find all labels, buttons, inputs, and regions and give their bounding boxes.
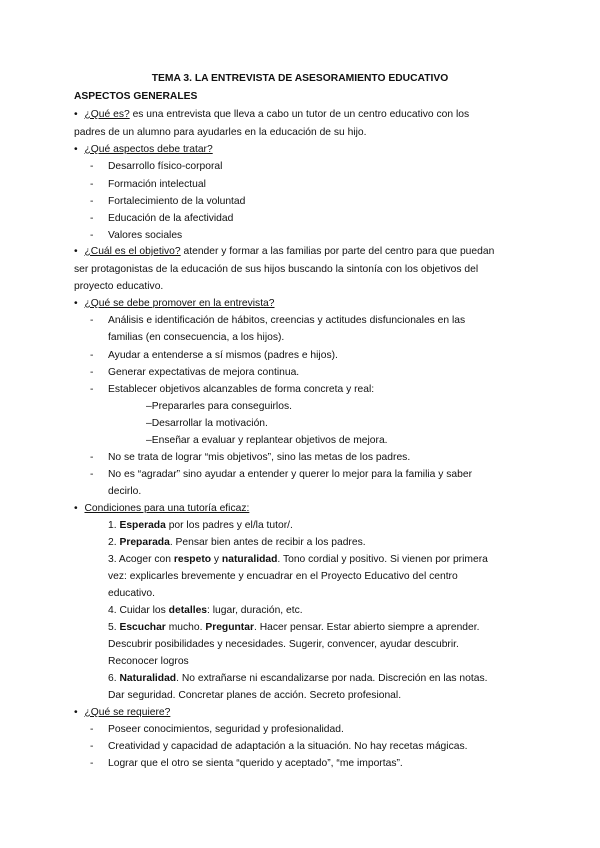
q3-line3: proyecto educativo. <box>74 281 164 292</box>
q1-line2: padres de un alumno para ayudarles en la educación de su hijo. <box>74 127 367 138</box>
condition-3: 3. Acoger con respeto y naturalidad. Tono cordial y positivo. Si vienen por primera <box>108 554 488 565</box>
condition-6: 6. Naturalidad. No extrañarse ni escandalizarse por nada. Discreción en las notas. <box>108 673 488 684</box>
q4-item: Análisis e identificación de hábitos, creencias y actitudes disfuncionales en las <box>108 315 466 326</box>
q2-line <box>74 141 213 159</box>
dash: - <box>90 196 94 207</box>
q4-item: Generar expectativas de mejora continua. <box>108 367 300 378</box>
section-heading: ASPECTOS GENERALES <box>74 91 198 102</box>
q4-item-cont: decirlo. <box>108 486 142 497</box>
dash: - <box>90 161 94 172</box>
q2-item: Desarrollo físico-corporal <box>108 161 223 172</box>
q1-text: es una entrevista que lleva a cabo un tutor de un centro educativo con los <box>129 109 470 120</box>
document-title: TEMA 3. LA ENTREVISTA DE ASESORAMIENTO EDUCATIVO <box>151 73 449 84</box>
q4-question: ¿Qué se debe promover en la entrevista? <box>84 298 275 309</box>
q6-item: Creatividad y capacidad de adaptación a la situación. No hay recetas mágicas. <box>108 741 468 752</box>
bullet: • <box>74 298 78 309</box>
q4-subitem: –Prepararles para conseguirlos. <box>146 401 292 412</box>
q6-item: Poseer conocimientos, seguridad y profesionalidad. <box>108 724 344 735</box>
q5-question: Condiciones para una tutoría eficaz: <box>84 503 250 514</box>
dash: - <box>90 758 94 769</box>
dash: - <box>90 350 94 361</box>
bullet: • <box>74 707 78 718</box>
dash: - <box>90 213 94 224</box>
q4-item: No se trata de lograr “mis objetivos”, sino las metas de los padres. <box>108 452 411 463</box>
q2-question: ¿Qué aspectos debe tratar? <box>84 144 213 155</box>
q3-text: atender y formar a las familias por parte del centro para que puedan <box>180 246 495 257</box>
condition-6-cont: Dar seguridad. Concretar planes de acción. Secreto profesional. <box>108 690 402 701</box>
q2-item: Educación de la afectividad <box>108 213 234 224</box>
bullet: • <box>74 246 78 257</box>
dash: - <box>90 384 94 395</box>
q1-line <box>74 106 469 124</box>
q4-item: Ayudar a entenderse a sí mismos (padres e hijos). <box>108 350 338 361</box>
q6-item: Lograr que el otro se sienta “querido y aceptado”, “me importas”. <box>108 758 403 769</box>
condition-5-cont: Descubrir posibilidades y necesidades. Sugerir, convencer, ayudar descubrir. <box>108 639 459 650</box>
dash: - <box>90 724 94 735</box>
q2-item: Formación intelectual <box>108 179 206 190</box>
q5-line <box>74 500 249 518</box>
q4-item: Establecer objetivos alcanzables de forma concreta y real: <box>108 384 375 395</box>
condition-4: 4. Cuidar los detalles: lugar, duración, etc. <box>108 605 303 616</box>
bullet: • <box>74 503 78 514</box>
q3-line2: ser protagonistas de la educación de sus hijos buscando la sintonía con los objetivos del <box>74 264 479 275</box>
q4-subitem: –Desarrollar la motivación. <box>146 418 268 429</box>
q2-item: Fortalecimiento de la voluntad <box>108 196 246 207</box>
q4-subitem: –Enseñar a evaluar y replantear objetivos de mejora. <box>146 435 388 446</box>
q6-question: ¿Qué se requiere? <box>84 707 171 718</box>
dash: - <box>90 469 94 480</box>
dash: - <box>90 367 94 378</box>
q1-question: ¿Qué es? <box>84 109 130 120</box>
dash: - <box>90 741 94 752</box>
q3-question: ¿Cuál es el objetivo? <box>84 246 181 257</box>
q4-line <box>74 295 275 313</box>
bullet: • <box>74 109 78 120</box>
q4-item-cont: familias (en consecuencia, a los hijos). <box>108 332 285 343</box>
dash: - <box>90 452 94 463</box>
q3-line <box>74 243 494 261</box>
dash: - <box>90 230 94 241</box>
condition-3-cont: educativo. <box>108 588 155 599</box>
condition-5-cont: Reconocer logros <box>108 656 189 667</box>
condition-2: 2. Preparada. Pensar bien antes de recibir a los padres. <box>108 537 366 548</box>
condition-1: 1. Esperada por los padres y el/la tutor/. <box>108 520 293 531</box>
q4-item: No es “agradar” sino ayudar a entender y querer lo mejor para la familia y saber <box>108 469 473 480</box>
dash: - <box>90 179 94 190</box>
condition-3-cont: vez: explicarles brevemente y encuadrar en el Proyecto Educativo del centro <box>108 571 458 582</box>
condition-5: 5. Escuchar mucho. Preguntar. Hacer pensar. Estar abierto siempre a aprender. <box>108 622 480 633</box>
dash: - <box>90 315 94 326</box>
q2-item: Valores sociales <box>108 230 183 241</box>
q6-line <box>74 704 170 722</box>
bullet: • <box>74 144 78 155</box>
